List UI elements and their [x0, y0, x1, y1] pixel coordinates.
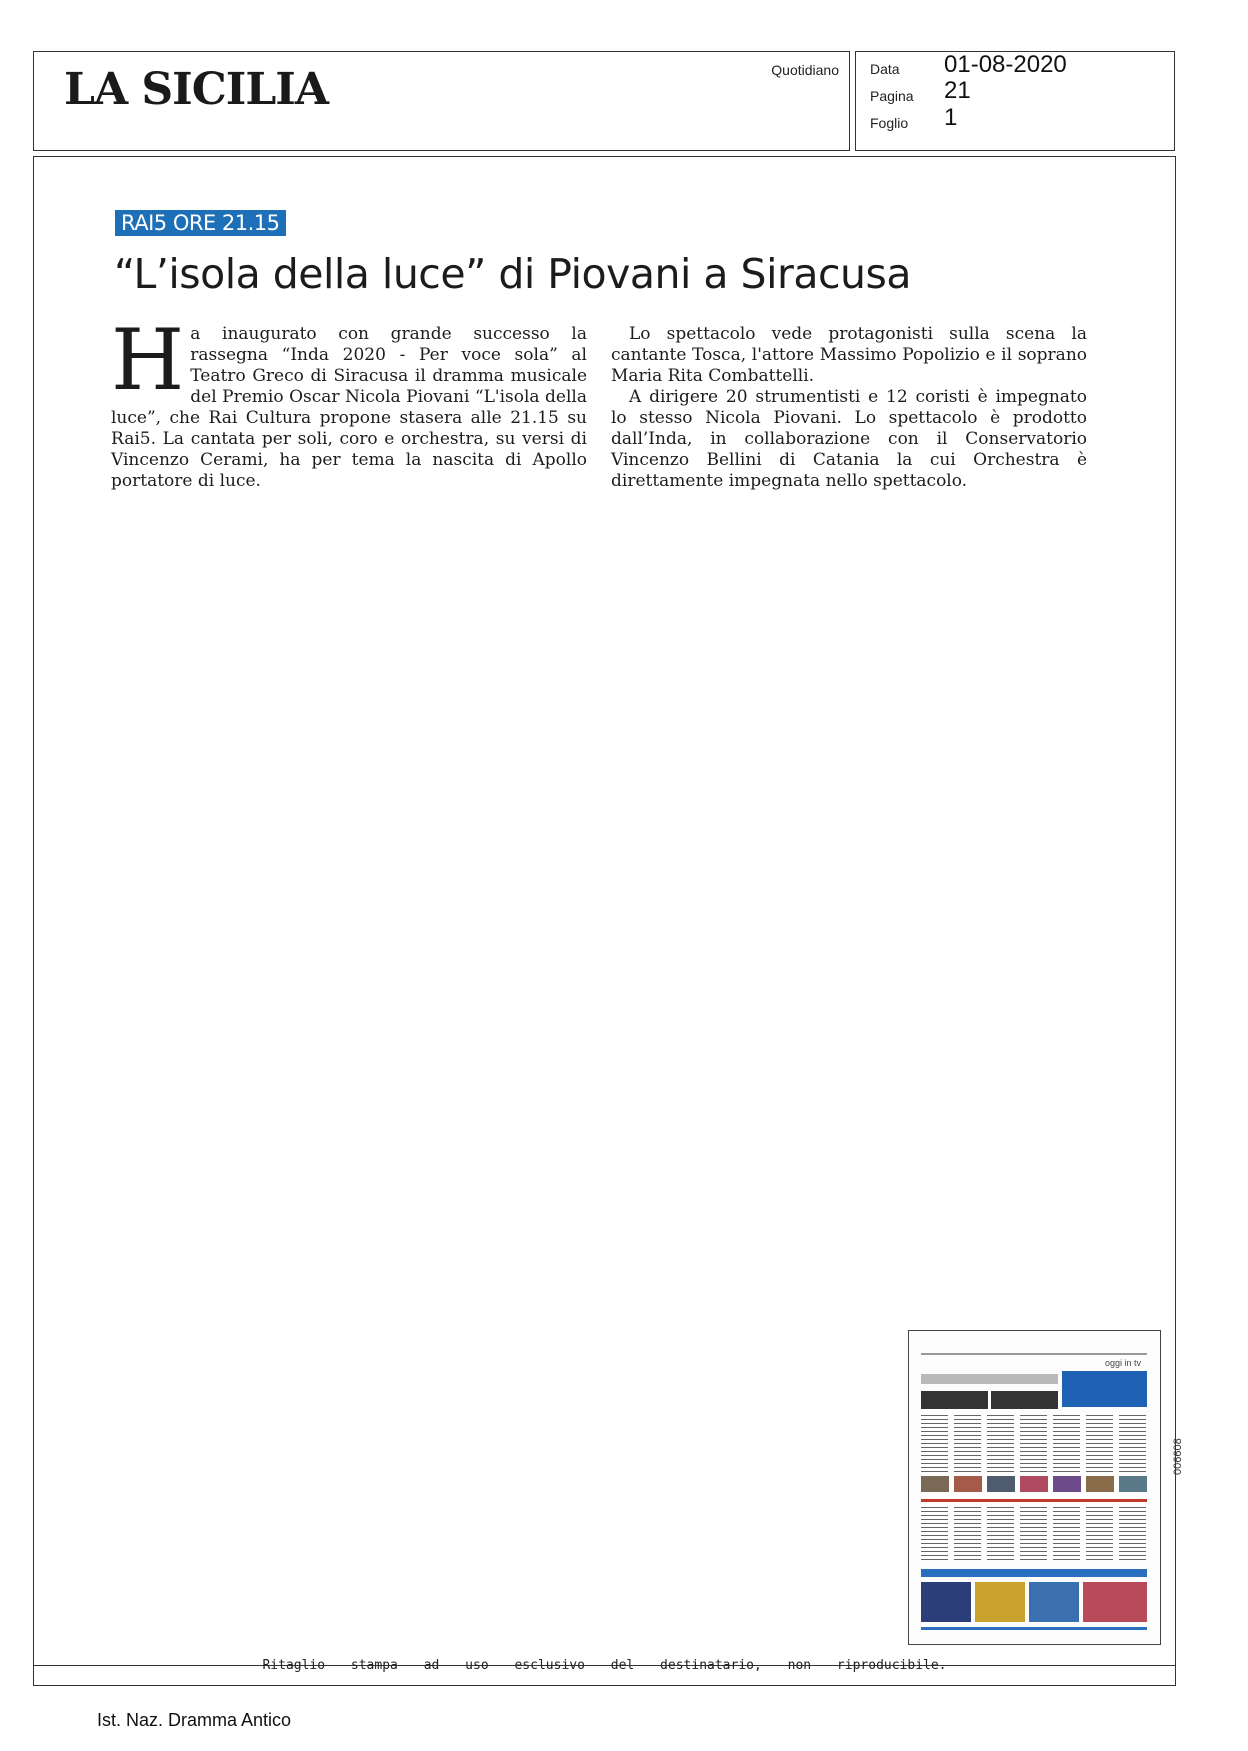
thumb-photo [1020, 1476, 1048, 1492]
article-paragraph: A dirigere 20 strumentisti e 12 coristi è impegnato lo stesso Nicola Piovani. Lo spettacolo è prodotto dall’Inda, in collaborazione con il Conservatorio Vincenzo Bellini di Catania la cui Orchestra è direttamente impegnata nello spettacolo. [611, 387, 1087, 491]
article-column-2 [611, 324, 1087, 492]
thumb-photo [1086, 1476, 1114, 1492]
meta-label-page: Pagina [870, 88, 914, 104]
thumb-photo [1053, 1476, 1081, 1492]
thumb-photo [954, 1476, 982, 1492]
thumb-listing [1053, 1507, 1080, 1561]
thumb-bottom-image [921, 1582, 971, 1622]
drop-cap: H [111, 311, 185, 409]
meta-value-page: 21 [944, 77, 971, 104]
column-1-text: a inaugurato con grande successo la rassegna “Inda 2020 - Per voce sola” al Teatro Greco di Siracusa il dramma musicale del Premio Oscar Nicola Piovani “L'isola della luce”, che Rai Cultura propone stasera alle 21.15 su Rai5. La cantata per soli, coro e orchestra, su versi di Vincenzo Cerami, ha per tema la nascita di Apollo portatore di luce. [111, 324, 587, 491]
article-paragraph [111, 311, 587, 492]
thumb-listing [921, 1415, 948, 1473]
clipping-disclaimer: Ritaglio stampa ad uso esclusivo del destinatario, non riproducibile. [262, 1658, 947, 1673]
meta-label-sheet: Foglio [870, 115, 909, 131]
client-name: Ist. Naz. Dramma Antico [97, 1710, 292, 1730]
thumb-listing [954, 1415, 981, 1473]
thumb-red-rule [921, 1499, 1147, 1502]
meta-box [855, 51, 1175, 151]
article-paragraph: Lo spettacolo vede protagonisti sulla scena la cantante Tosca, l'attore Massimo Popolizio e il soprano Maria Rita Combattelli. [611, 324, 1087, 386]
article-kicker: RAI5 ORE 21.15 [115, 210, 286, 236]
thumb-listing [921, 1507, 948, 1561]
thumb-top-label: oggi in tv [1105, 1358, 1142, 1368]
thumb-footer-bar [921, 1627, 1147, 1630]
article-column-1 [111, 311, 587, 492]
thumb-bottom-image [1083, 1582, 1147, 1622]
thumb-photo [987, 1476, 1015, 1492]
thumb-listing [987, 1507, 1014, 1561]
serial-code: 006608 [1172, 1438, 1184, 1475]
thumb-listing [1020, 1507, 1047, 1561]
masthead-logo: LA SICILIA [64, 64, 329, 115]
meta-value-date: 01-08-2020 [944, 51, 1067, 78]
thumb-listing [1086, 1415, 1113, 1473]
thumb-topline [921, 1353, 1147, 1355]
clipping-header [33, 51, 1175, 151]
thumb-listing [1053, 1415, 1080, 1473]
page-thumbnail [908, 1330, 1161, 1645]
thumb-listing [1119, 1415, 1146, 1473]
meta-label-date: Data [870, 61, 900, 77]
thumb-listing [987, 1415, 1014, 1473]
thumb-bottom-image [975, 1582, 1025, 1622]
thumb-listing [1086, 1507, 1113, 1561]
meta-value-sheet: 1 [944, 104, 958, 131]
thumb-dark-block [921, 1391, 988, 1409]
article-headline: “L’isola della luce” di Piovani a Siracusa [114, 250, 911, 298]
thumb-photo [1119, 1476, 1147, 1492]
thumb-photo [921, 1476, 949, 1492]
publication-type: Quotidiano [771, 62, 839, 78]
thumb-listing [1020, 1415, 1047, 1473]
thumb-listing [954, 1507, 981, 1561]
thumb-bottom-image [1029, 1582, 1079, 1622]
masthead-box [33, 51, 850, 151]
thumb-headline-bar [921, 1374, 1058, 1384]
thumb-ad-block [1062, 1371, 1147, 1407]
thumb-dark-block [991, 1391, 1058, 1409]
thumb-blue-band [921, 1569, 1147, 1577]
thumb-listing [1119, 1507, 1146, 1561]
